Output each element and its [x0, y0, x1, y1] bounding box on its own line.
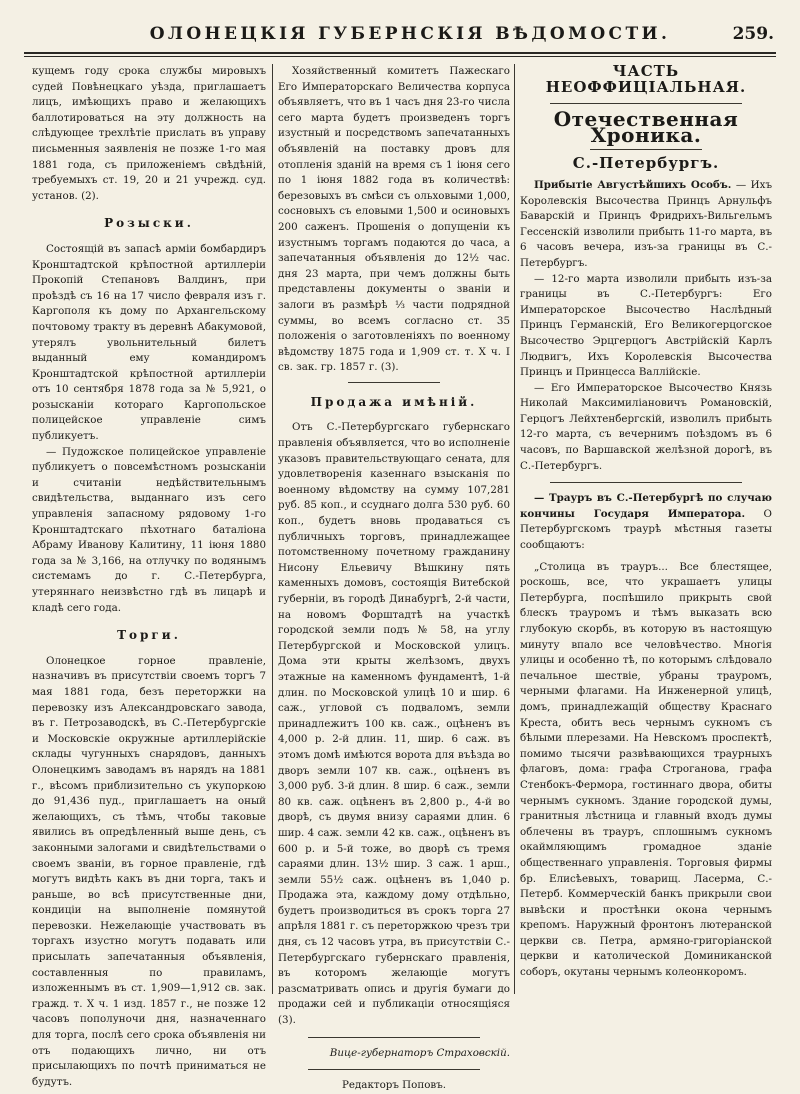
paragraph-search-1: Состоящій въ запасѣ арміи бомбардиръ Кронштадтской крѣпостной артиллеріи Прокопій Степановъ Валдинъ, при проѣздѣ съ 16 на 17 число февраля изъ г. Каргополя къ дому по Архангельскому почтовому тракту въ деревнѣ Абакумовой, утерялъ увольнительный билетъ выданный ему командиромъ Кронштадтской крѣпостной артиллеріи отъ 10 сентября 1878 года за № 5,921, о розысканіи котораго Каргопольское полицейское управленіе симъ публикуетъ. [32, 242, 266, 443]
editor-signature: Редакторъ Поповъ. [341, 1079, 447, 1092]
paragraph-arrival: — Ихъ Королевскія Высочества Принцъ Арнульфъ Баварскій и Принцъ Фридрихъ-Вильгельмъ Гессенскій изволили прибыть 11-го марта, въ 6 часовъ вечера, изъ-за границы въ С.-Петербургъ. [520, 178, 772, 269]
separator-rule-2 [308, 1037, 480, 1038]
separator-rule [348, 382, 440, 383]
rubric-auctions: Торги. [117, 628, 181, 643]
paragraph-nikolai: — Его Императорское Высочество Князь Николай Максимиліановичъ Романовскій, Герцогъ Лейхтенбергскій, изволилъ прибыть 12-го марта, съ вечернимъ поѣздомъ въ 6 часовъ, по Варшавской желѣзной дорогѣ, въ С.-Петербургъ. [520, 381, 772, 472]
paragraph-mourning: О Петербургскомъ траурѣ мѣстныя газеты сообщаютъ: [520, 507, 772, 552]
header-rule-thin [24, 56, 776, 57]
paragraph-committee: Хозяйственный комитетъ Пажескаго Его Императорскаго Величества корпуса объявляетъ, что въ 1 часъ дня 23-го числа сего марта будетъ произведенъ торгъ изустный и посредствомъ запечатанныхъ объявленій на поставку дровъ для отопленія зданій на время съ 1 іюня сего по 1 іюня 1882 года въ количествѣ: березовыхъ въ смѣси съ ольховыми 1,000, сосновыхъ съ еловыми 1,500 и осиновыхъ 200 саженъ. Прошенія о допущеніи къ изустнымъ торгамъ подаются до часа, а запечатанныя объявленія до 12½ час. дня 23 марта, при чемъ должны быть представлены документы о званіи и залоги въ размѣрѣ ⅓ части подрядной суммы, во всемъ согласно ст. 35 положенія о заготовленіяхъ по военному вѣдомству 1875 года и 1,909 ст. т. X ч. I св. зак. гр. 1857 г. (3). [278, 65, 510, 374]
paragraph-auction: Олонецкое горное правленіе, назначивъ въ присутствіи своемъ торгъ 7 мая 1881 года, безъ переторжки на перевозку изъ Александровскаго завода, въ г. Петрозаводскѣ, въ С.-Петербургскіе и Московскіе окружные артиллерійскіе склады чугунныхъ снарядовъ, данныхъ Олонецкимъ заводамъ въ нарядъ на 1881 г., вѣсомъ приблизительно съ укупоркою до 91,436 пуд., приглашаетъ на оный желающихъ, съ тѣмъ, чтобы таковые явились въ опредѣленный выше день, съ законными залогами и свидѣтельствами о своемъ званіи, въ горное правленіе, гдѣ могутъ видѣть какъ въ дни торга, такъ и раньше, во всѣ присутственные дни, кондиціи на выполненіе помянутой перевозки. Нежелающіе участвовать въ торгахъ изустно могутъ подавать или присылать запечатанныя объявленія, составленныя по правиламъ, изложеннымъ въ ст. 1,909—1,912 св. зак. гражд. т. Х ч. 1 изд. 1857 г., не позже 12 часовъ пополуночи дня, назначеннаго для торга, послѣ сего срока объявленія ни отъ подающихъ лично, ни отъ присылающихъ по почтѣ приниматься не будутъ. [32, 654, 266, 1088]
separator-rule-3 [308, 1069, 480, 1070]
paragraph-justices: кущемъ году срока службы мировыхъ судей Повѣнецкаго уѣзда, приглашаетъ лицъ, имѣющихъ право и желающихъ баллотироваться на эту должность на слѣдующее трехлѣтіе прислать въ управу письменныя заявленія не позже 1-го мая 1881 года, съ приложеніемъ свѣдѣній, требуемыхъ ст. 19, 20 и 21 учрежд. суд. установ. (2). [32, 65, 266, 202]
column-divider-2 [514, 64, 515, 994]
column-divider-1 [272, 64, 273, 994]
paragraph-quote: „Столица въ трауръ... Все блестящее, роскошь, все, что украшаетъ улицы Петербурга, поспѣшило прикрыть свой блескъ трауромъ и тѣмъ выказать всю глубокую скорбь, въ которую въ настоящую минуту впало все человѣчество. Многія улицы и особенно тѣ, по которымъ слѣдовало печальное шествіе, убраны трауромъ, черными флагами. На Инженерной улицѣ, домъ, принадлежащій обществу Краснаго Креста, обитъ весь чернымъ сукномъ съ бѣлыми плерезами. На Невскомъ проспектѣ, помимо тысячи развѣвающихся траурныхъ флаговъ, дома: графа Строганова, графа Стенбокъ-Фермора, гостиннаго двора, обиты чернымъ сукномъ. Здание городской думы, гранитныя лѣстница и главный входъ думы облечены въ трауръ, сплошнымъ сукномъ окаймляющимъ громадное зданіе общественнаго управленія. Торговыя фирмы бр. Елисѣевыхъ, товарищ. Ласерма, С.-Петерб. Коммерческій банкъ прикрыли свои вывѣски и простѣнки окона чернымъ крепомъ. Наружный фронтонъ лютеранской церкви св. Петра, армяно-григоріанской церкви и католической Доминиканской соборъ, окутаны чернымъ колеонкоромъ. [520, 560, 772, 979]
arrival-lead: Прибытіе Августѣйшихъ Особъ. [534, 178, 732, 191]
vice-governor-signature: Вице-губернаторъ Страховскій. [329, 1046, 510, 1059]
chronicle-title: Отечественная Хроника. [553, 107, 739, 147]
page-number: 259. [732, 24, 774, 44]
paragraph-search-2: — Пудожское полицейское управленіе публикуетъ о повсемѣстномъ розысканіи и считаніи недѣйствительнымъ свидѣтельства, выданнаго изъ сего управленія запасному рядовому 1-го Кронштадтскаго пѣхотнаго баталіона Абраму Иванову Калитину, 11 іюня 1880 года за № 3,166, на отлучку по водянымъ системамъ до г. С.-Петербурга, утеряннаго неизвѣстно гдѣ въ лицарѣ и кладѣ сего года. [32, 445, 266, 614]
rubric-searches: Розыски. [104, 216, 194, 231]
page-header [24, 22, 776, 48]
chronicle-rule [590, 149, 702, 150]
mourning-lead: — Трауръ въ С.-Петербургѣ по случаю кончины Государя Императора. [520, 492, 772, 520]
header-rule [24, 52, 776, 54]
mourning-rule [550, 482, 742, 483]
section-rule [550, 103, 742, 104]
column-1 [32, 64, 266, 1090]
newspaper-title: ОЛОНЕЦКІЯ ГУБЕРНСКІЯ ВѢДОМОСТИ. [149, 24, 671, 44]
section-title: ЧАСТЬ НЕОФФИЦІАЛЬНАЯ. [545, 62, 747, 96]
city-title: С.-Петербургъ. [572, 154, 720, 173]
paragraph-march-12: — 12-го марта изволили прибыть изъ-за границы въ С.-Петербургъ: Его Императорское Высочество Наслѣдный Принцъ Германскій, Его Великогерцогское Высочество Эрцгерцогъ Австрійскій Карлъ Людвигъ, Ихъ Королевскія Высочества Принцъ и Принцесса Валлійскіе. [520, 272, 772, 379]
paragraph-sale: Отъ С.-Петербургскаго губернскаго правленія объявляется, что во исполненіе указовъ правительствующаго сената, для удовлетворенія казеннаго взысканія по военному вѣдомству на сумму 107,281 руб. 85 коп., и ссуднаго долга 530 руб. 60 коп., будетъ вновь продаваться съ публичныхъ торговъ, принадлежащее потомственному почетному гражданину Нисону Ельевичу Вѣшкину пять каменныхъ домовъ, состоящія Витебской губерніи, въ городѣ Динабургѣ, 2-й части, на новомъ Форштадтѣ на участкѣ городской земли подъ № 58, на углу Петербургской и Московской улицъ. Дома эти крыты желѣзомъ, двухъ этажные на каменномъ фундаментѣ, 1-й длин. по Московской улицѣ 10 и шир. 6 саж., угловой съ подваломъ, земли принадлежитъ 100 кв. саж., оцѣненъ въ 4,000 р. 2-й длин. 11, шир. 6 саж. въ этомъ домѣ имѣются ворота для въѣзда во дворъ земли 107 кв. саж., оцѣненъ въ 3,000 руб. 3-й длин. 8 шир. 6 саж., земли 80 кв. саж. оцѣненъ въ 2,800 р., 4-й во дворѣ, съ двумя внизу сараями длин. 6 шир. 4 саж. земли 42 кв. саж., оцѣненъ въ 600 р. и 5-й тоже, во дворѣ съ тремя сараями длин. 13½ шир. 3 саж. 1 арш., земли 55½ саж. оцѣненъ въ 1,040 р. Продажа эта, каждому дому отдѣльно, будетъ производиться въ срокъ торга 27 апрѣля 1881 г. съ переторжкою чрезъ три дня, съ 12 часовъ утра, въ присутствіи С.-Петербургскаго губернскаго правленія, въ которомъ желающіе могутъ разсматривать опись и другія бумаги до продажи сей и публикаціи относящіяся (3). [278, 421, 510, 1027]
column-2 [278, 64, 510, 1094]
column-3 [520, 64, 772, 981]
rubric-sale: Продажа имѣній. [310, 394, 478, 409]
